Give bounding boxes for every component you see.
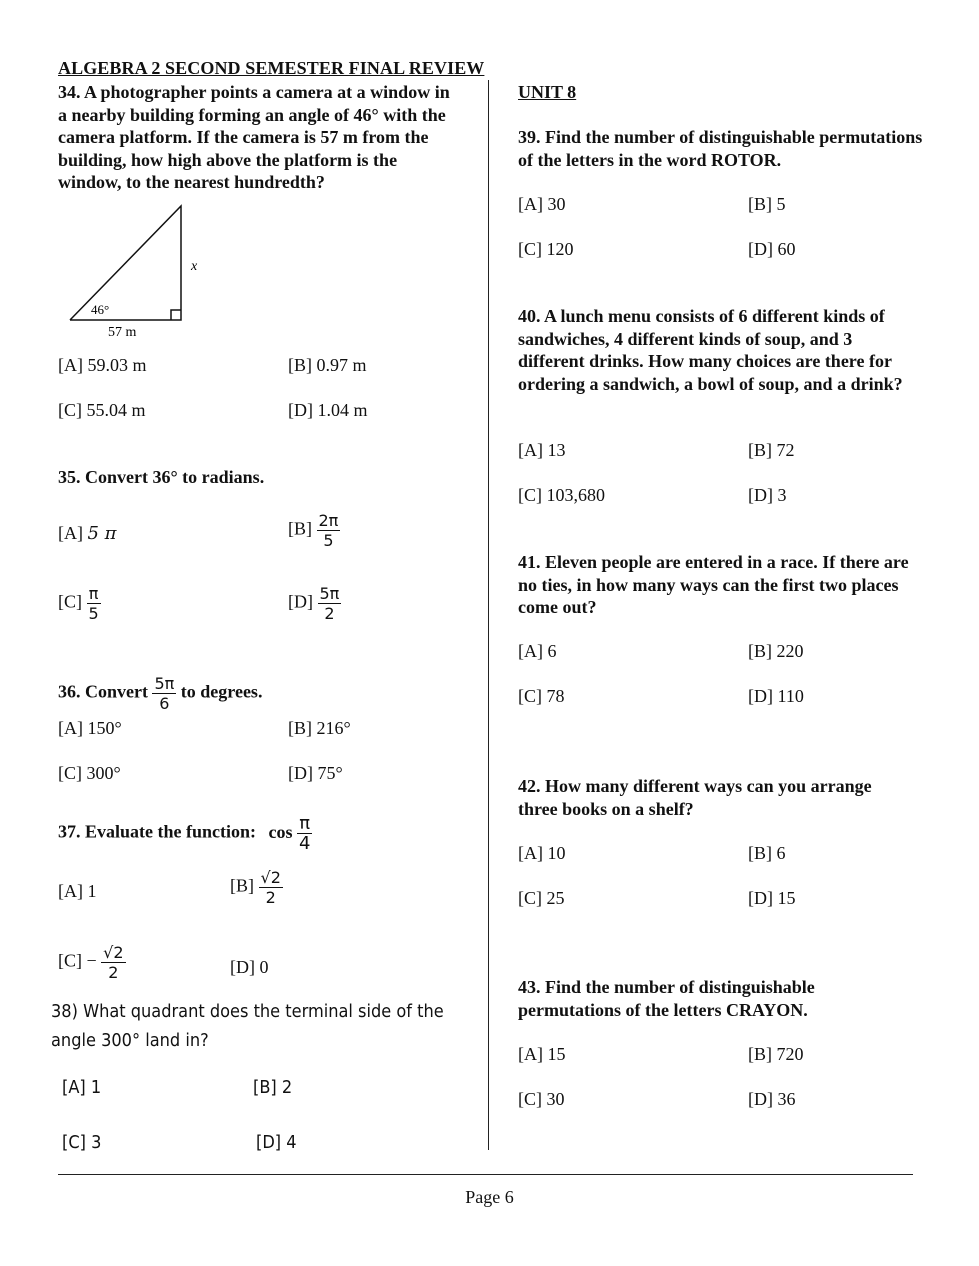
q37-c-fraction: $\frac{√2}{2}$ <box>103 943 124 982</box>
q41-option-b: [B] 220 <box>748 641 804 661</box>
triangle-angle-label: 46° <box>91 302 110 317</box>
question-41-text: 41. Eleven people are entered in a race. If there are no ties, in how many ways can the first two places come out? <box>518 552 909 617</box>
q43-option-a: [A] 15 <box>518 1044 566 1064</box>
q35-d-label: [D] <box>288 591 313 612</box>
q40-option-a: [A] 13 <box>518 440 566 460</box>
q37-b-label: [B] <box>230 875 254 896</box>
triangle-side-label: x <box>191 259 198 274</box>
page-title: ALGEBRA 2 SECOND SEMESTER FINAL REVIEW <box>58 58 485 78</box>
q37-c-label: [C] − <box>58 950 97 971</box>
q35-option-a <box>58 522 117 545</box>
q39-option-a: [A] 30 <box>518 194 566 214</box>
q34-option-c: [C] 55.04 m <box>58 400 146 420</box>
q37-b-fraction: $\frac{√2}{2}$ <box>260 868 281 907</box>
q43-option-d: [D] 36 <box>748 1089 796 1109</box>
q38-option-b: [B] 2 <box>253 1077 293 1098</box>
q42-option-c: [C] 25 <box>518 888 565 908</box>
question-36-text: 36. Convert $\frac{5\pi}{6}$ to degrees. <box>58 674 263 713</box>
q34-option-a: [A] 59.03 m <box>58 355 147 375</box>
question-39-text: 39. Find the number of distinguishable permutations of the letters in the word ROTOR. <box>518 127 923 170</box>
q35-option-d <box>288 584 341 623</box>
q36-option-a: [A] 150° <box>58 718 122 738</box>
q35-c-label: [C] <box>58 591 82 612</box>
q35-c-fraction: $\frac{\pi}{5}$ <box>88 584 99 623</box>
page-number: Page 6 <box>465 1187 514 1207</box>
q39-option-b: [B] 5 <box>748 194 786 214</box>
q42-option-b: [B] 6 <box>748 843 786 863</box>
q39-option-c: [C] 120 <box>518 239 574 259</box>
unit-heading: UNIT 8 <box>518 82 577 102</box>
q37-option-d: [D] 0 <box>230 957 269 977</box>
q38-option-a: [A] 1 <box>62 1077 102 1098</box>
question-40-text: 40. A lunch menu consists of 6 different kinds of sandwiches, 4 different kinds of soup, and 3 different drinks. How many choices are there for ordering a sandwich, a bowl of soup, and a drink? <box>518 306 903 394</box>
triangle-base-label: 57 m <box>108 325 137 340</box>
q42-option-d: [D] 15 <box>748 888 796 908</box>
q40-option-d: [D] 3 <box>748 485 787 505</box>
q39-option-d: [D] 60 <box>748 239 796 259</box>
q37-option-a: [A] 1 <box>58 881 97 901</box>
q36-fraction: $\frac{5\pi}{6}$ <box>154 674 175 713</box>
question-42-text: 42. How many different ways can you arrange three books on a shelf? <box>518 776 872 819</box>
q37-option-c <box>58 943 126 982</box>
q35-d-fraction: $\frac{5\pi}{2}$ <box>319 584 340 623</box>
q43-option-b: [B] 720 <box>748 1044 804 1064</box>
q43-option-c: [C] 30 <box>518 1089 565 1109</box>
q41-option-d: [D] 110 <box>748 686 804 706</box>
q37-fraction: $\frac{\pi}{4}$ <box>299 813 311 854</box>
question-38-text: 38) What quadrant does the terminal side of the angle 300° land in? <box>51 1001 444 1051</box>
q35-b-label: [B] <box>288 518 312 539</box>
q36-option-d: [D] 75° <box>288 763 343 783</box>
footer-rule <box>58 1174 913 1175</box>
q35-option-c <box>58 584 101 623</box>
q41-option-c: [C] 78 <box>518 686 565 706</box>
q37-option-b <box>230 868 283 907</box>
q34-option-d: [D] 1.04 m <box>288 400 368 420</box>
q35-a-label: [A] <box>58 523 83 543</box>
question-34-text: 34. A photographer points a camera at a window in a nearby building forming an angle of 46° with the camera platform. If the camera is 57 m from the building, how high above the platform is the window, to the nearest hundredth? <box>58 82 450 192</box>
q36-option-b: [B] 216° <box>288 718 351 738</box>
q40-option-b: [B] 72 <box>748 440 795 460</box>
q36-option-c: [C] 300° <box>58 763 121 783</box>
column-divider <box>488 80 489 1150</box>
q42-option-a: [A] 10 <box>518 843 566 863</box>
q41-option-a: [A] 6 <box>518 641 557 661</box>
q38-option-d: [D] 4 <box>256 1132 297 1153</box>
q40-option-c: [C] 103,680 <box>518 485 605 505</box>
q35-a-value: 5 π <box>87 523 117 544</box>
q35-option-b <box>288 511 340 550</box>
question-35-text: 35. Convert 36° to radians. <box>58 467 265 487</box>
q35-b-fraction: $\frac{2\pi}{5}$ <box>318 511 339 550</box>
q38-option-c: [C] 3 <box>62 1132 102 1153</box>
right-triangle-figure <box>58 198 218 343</box>
q34-option-b: [B] 0.97 m <box>288 355 367 375</box>
question-37-text: 37. Evaluate the function: cos $\frac{\pi}{4}$ <box>58 813 311 854</box>
question-43-text: 43. Find the number of distinguishable permutations of the letters CRAYON. <box>518 977 815 1020</box>
